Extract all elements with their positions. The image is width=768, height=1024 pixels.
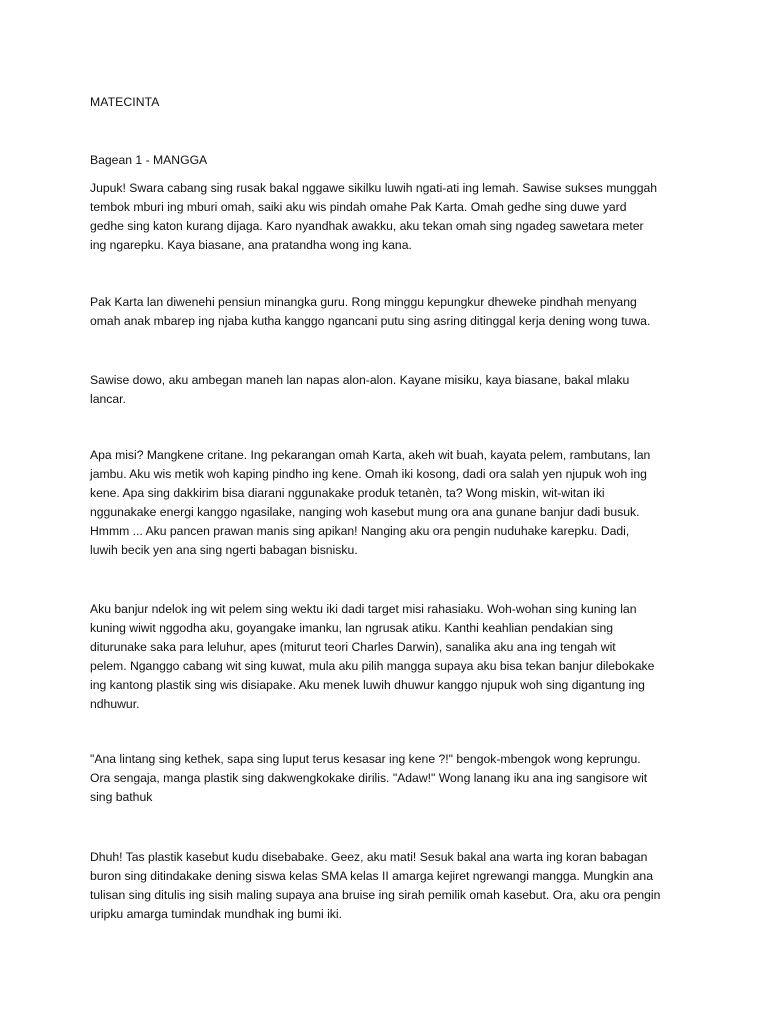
document-title: MATECINTA	[90, 95, 160, 109]
paragraph: Apa misi? Mangkene critane. Ing pekarangan omah Karta, akeh wit buah, kayata pelem, rambutans, lan jambu. Aku wis metik woh kaping pindho ing kene. Omah iki kosong, dadi ora salah yen njupuk woh ing kene. Apa sing dakkirim bisa diarani nggunakake produk tetanèn, ta? Wong miskin, wit-witan iki nggunakake energi kanggo ngasilake, nanging woh kasebut mung ora ana gunane banjur dadi busuk. Hmmm ... Aku pancen prawan manis sing apikan! Nanging aku ora pengin nuduhake karepku. Dadi, luwih becik yen ana sing ngerti babagan bisnisku.	[90, 448, 651, 558]
paragraph: Aku banjur ndelok ing wit pelem sing wektu iki dadi target misi rahasiaku. Woh-wohan sing kuning lan kuning wiwit nggodha aku, goyangake imanku, lan ngrusak atiku. Kanthi keahlian pendakian sing diturunake saka para leluhur, apes (miturut teori Charles Darwin), sanalika aku ana ing tengah wit pelem. Nganggo cabang wit sing kuwat, mula aku pilih mangga supaya aku bisa tekan banjur dilebokake ing kantong plastik sing wis disiapake. Aku menek luwih dhuwur kanggo njupuk woh sing digantung ing ndhuwur.	[90, 602, 655, 712]
paragraph: Sawise dowo, aku ambegan maneh lan napas alon-alon. Kayane misiku, kaya biasane, bakal mlaku lancar.	[90, 373, 630, 407]
paragraph: Jupuk! Swara cabang sing rusak bakal nggawe sikilku luwih ngati-ati ing lemah. Sawise sukses munggah tembok mburi ing mburi omah, saiki aku wis pindah omahe Pak Karta. Omah gedhe sing duwe yard gedhe sing katon kurang dijaga. Karo nyandhak awakku, aku tekan omah sing ngadeg sawetara meter ing ngarepku. Kaya biasane, ana pratandha wong ing kana.	[90, 181, 658, 253]
chapter-heading: Bagean 1 - MANGGA	[90, 153, 208, 167]
paragraph: Pak Karta lan diwenehi pensiun minangka guru. Rong minggu kepungkur dheweke pindhah menyang omah anak mbarep ing njaba kutha kanggo ngancani putu sing asring ditinggal kerja dening wong tuwa.	[90, 295, 651, 329]
paragraph: Dhuh! Tas plastik kasebut kudu disebabake. Geez, aku mati! Sesuk bakal ana warta ing koran babagan buron sing ditindakake dening siswa kelas SMA kelas II amarga kejiret ngrewangi mangga. Mungkin ana tulisan sing ditulis ing sisih maling supaya ana bruise ing sirah pemilik omah kasebut. Ora, aku ora pengin uripku amarga tumindak mundhak ing bumi iki.	[90, 850, 661, 922]
paragraph: "Ana lintang sing kethek, sapa sing luput terus kesasar ing kene ?!" bengok-mbengok wong keprungu. Ora sengaja, manga plastik sing dakwengkokake dirilis. "Adaw!" Wong lanang iku ana ing sangisore wit sing bathuk	[90, 752, 648, 805]
